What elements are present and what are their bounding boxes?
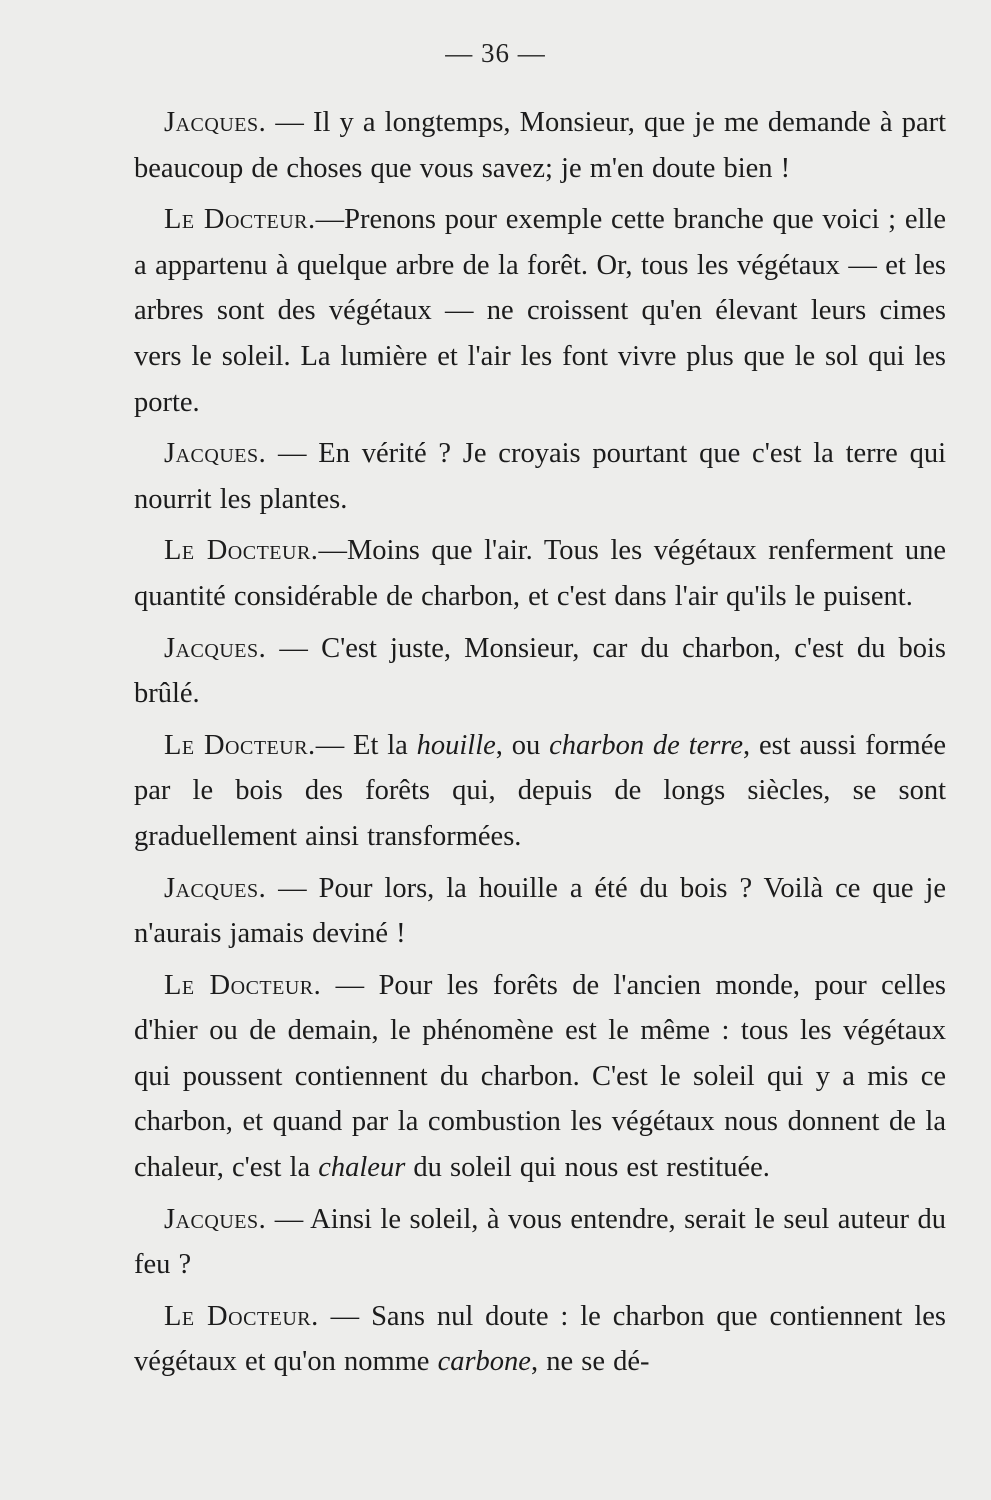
dialogue-paragraph <box>134 963 946 1191</box>
dialogue-text <box>134 100 946 1391</box>
dialogue-paragraph <box>134 431 946 522</box>
dialogue-paragraph <box>134 723 946 860</box>
dash-separator: — <box>318 1300 372 1332</box>
paragraph-text: Il y a longtemps, Monsieur, que je me demande à part beaucoup de choses que vous savez; je m'en doute bien ! <box>134 107 946 184</box>
dash-separator: — <box>318 535 347 567</box>
dash-separator: — <box>266 872 319 904</box>
dash-separator: — <box>266 632 322 664</box>
dialogue-paragraph <box>134 197 946 425</box>
dialogue-paragraph <box>134 100 946 191</box>
speaker-name: Le Docteur. <box>164 729 316 761</box>
paragraph-text: Ainsi le soleil, à vous entendre, serait le seul auteur du feu ? <box>134 1203 946 1281</box>
dialogue-paragraph <box>134 1294 946 1385</box>
speaker-name: Jacques. <box>164 438 267 470</box>
paragraph-text: , ne se dé- <box>530 1346 650 1378</box>
italic-term: houille <box>416 729 496 761</box>
speaker-name: Jacques. <box>164 107 267 138</box>
paragraph-text: En vérité ? Je croyais pourtant que c'est la terre qui nourrit les plantes. <box>134 438 946 515</box>
page-number: — 36 — <box>445 38 546 68</box>
paragraph-text: Moins que l'air. Tous les végétaux renferment une quantité considérable de charbon, et c'est dans l'air qu'ils le puisent. <box>134 535 946 612</box>
italic-term: chaleur <box>318 1152 406 1184</box>
speaker-name: Le Docteur. <box>164 1300 319 1332</box>
dash-separator: — <box>315 729 354 761</box>
paragraph-text: , est aussi formée par le bois des forêts qui, depuis de longs siècles, se sont graduellement ainsi transformées. <box>134 729 947 852</box>
paragraph-text: Prenons pour exemple cette branche que voici ; elle a appartenu à quelque arbre de la forêt. Or, tous les végétaux — et les arbres sont des végétaux — ne croissent qu'en élevant leurs cimes vers le soleil. La lumière et l'air les font vivre plus que le sol qui les porte. <box>134 204 946 418</box>
italic-term: carbone <box>437 1346 531 1378</box>
dash-separator: — <box>321 969 379 1001</box>
speaker-name: Jacques. <box>164 632 267 664</box>
dash-separator: — <box>266 107 313 138</box>
paragraph-text: Et la <box>353 729 417 761</box>
paragraph-text: Pour lors, la houille a été du bois ? Voilà ce que je n'aurais jamais deviné ! <box>134 872 946 950</box>
paragraph-text: Pour les forêts de l'ancien monde, pour celles d'hier ou de demain, le phénomène est le même : tous les végétaux qui poussent contiennent du charbon. C'est le soleil qui y a mis ce charbon, et quand par la combustion les végétaux nous donnent de la chaleur, c'est la <box>134 969 946 1184</box>
paragraph-text: du soleil qui nous est restituée. <box>405 1152 770 1184</box>
speaker-name: Jacques. <box>164 872 267 904</box>
italic-term: charbon de terre <box>549 729 743 761</box>
speaker-name: Le Docteur. <box>164 969 322 1001</box>
dialogue-paragraph <box>134 866 946 957</box>
dialogue-paragraph <box>134 626 946 717</box>
dash-separator: — <box>315 204 345 236</box>
dash-separator: — <box>266 438 319 470</box>
speaker-name: Le Docteur. <box>164 535 319 567</box>
paragraph-text: C'est juste, Monsieur, car du charbon, c'est du bois brûlé. <box>134 632 947 710</box>
paragraph-text: Sans nul doute : le charbon que contiennent les végétaux et qu'on nomme <box>134 1300 946 1378</box>
speaker-name: Le Docteur. <box>164 204 316 236</box>
paragraph-text: , ou <box>495 729 550 761</box>
dialogue-paragraph <box>134 1197 946 1288</box>
speaker-name: Jacques. <box>164 1203 267 1235</box>
dialogue-paragraph <box>134 528 946 619</box>
dash-separator: — <box>266 1203 311 1235</box>
